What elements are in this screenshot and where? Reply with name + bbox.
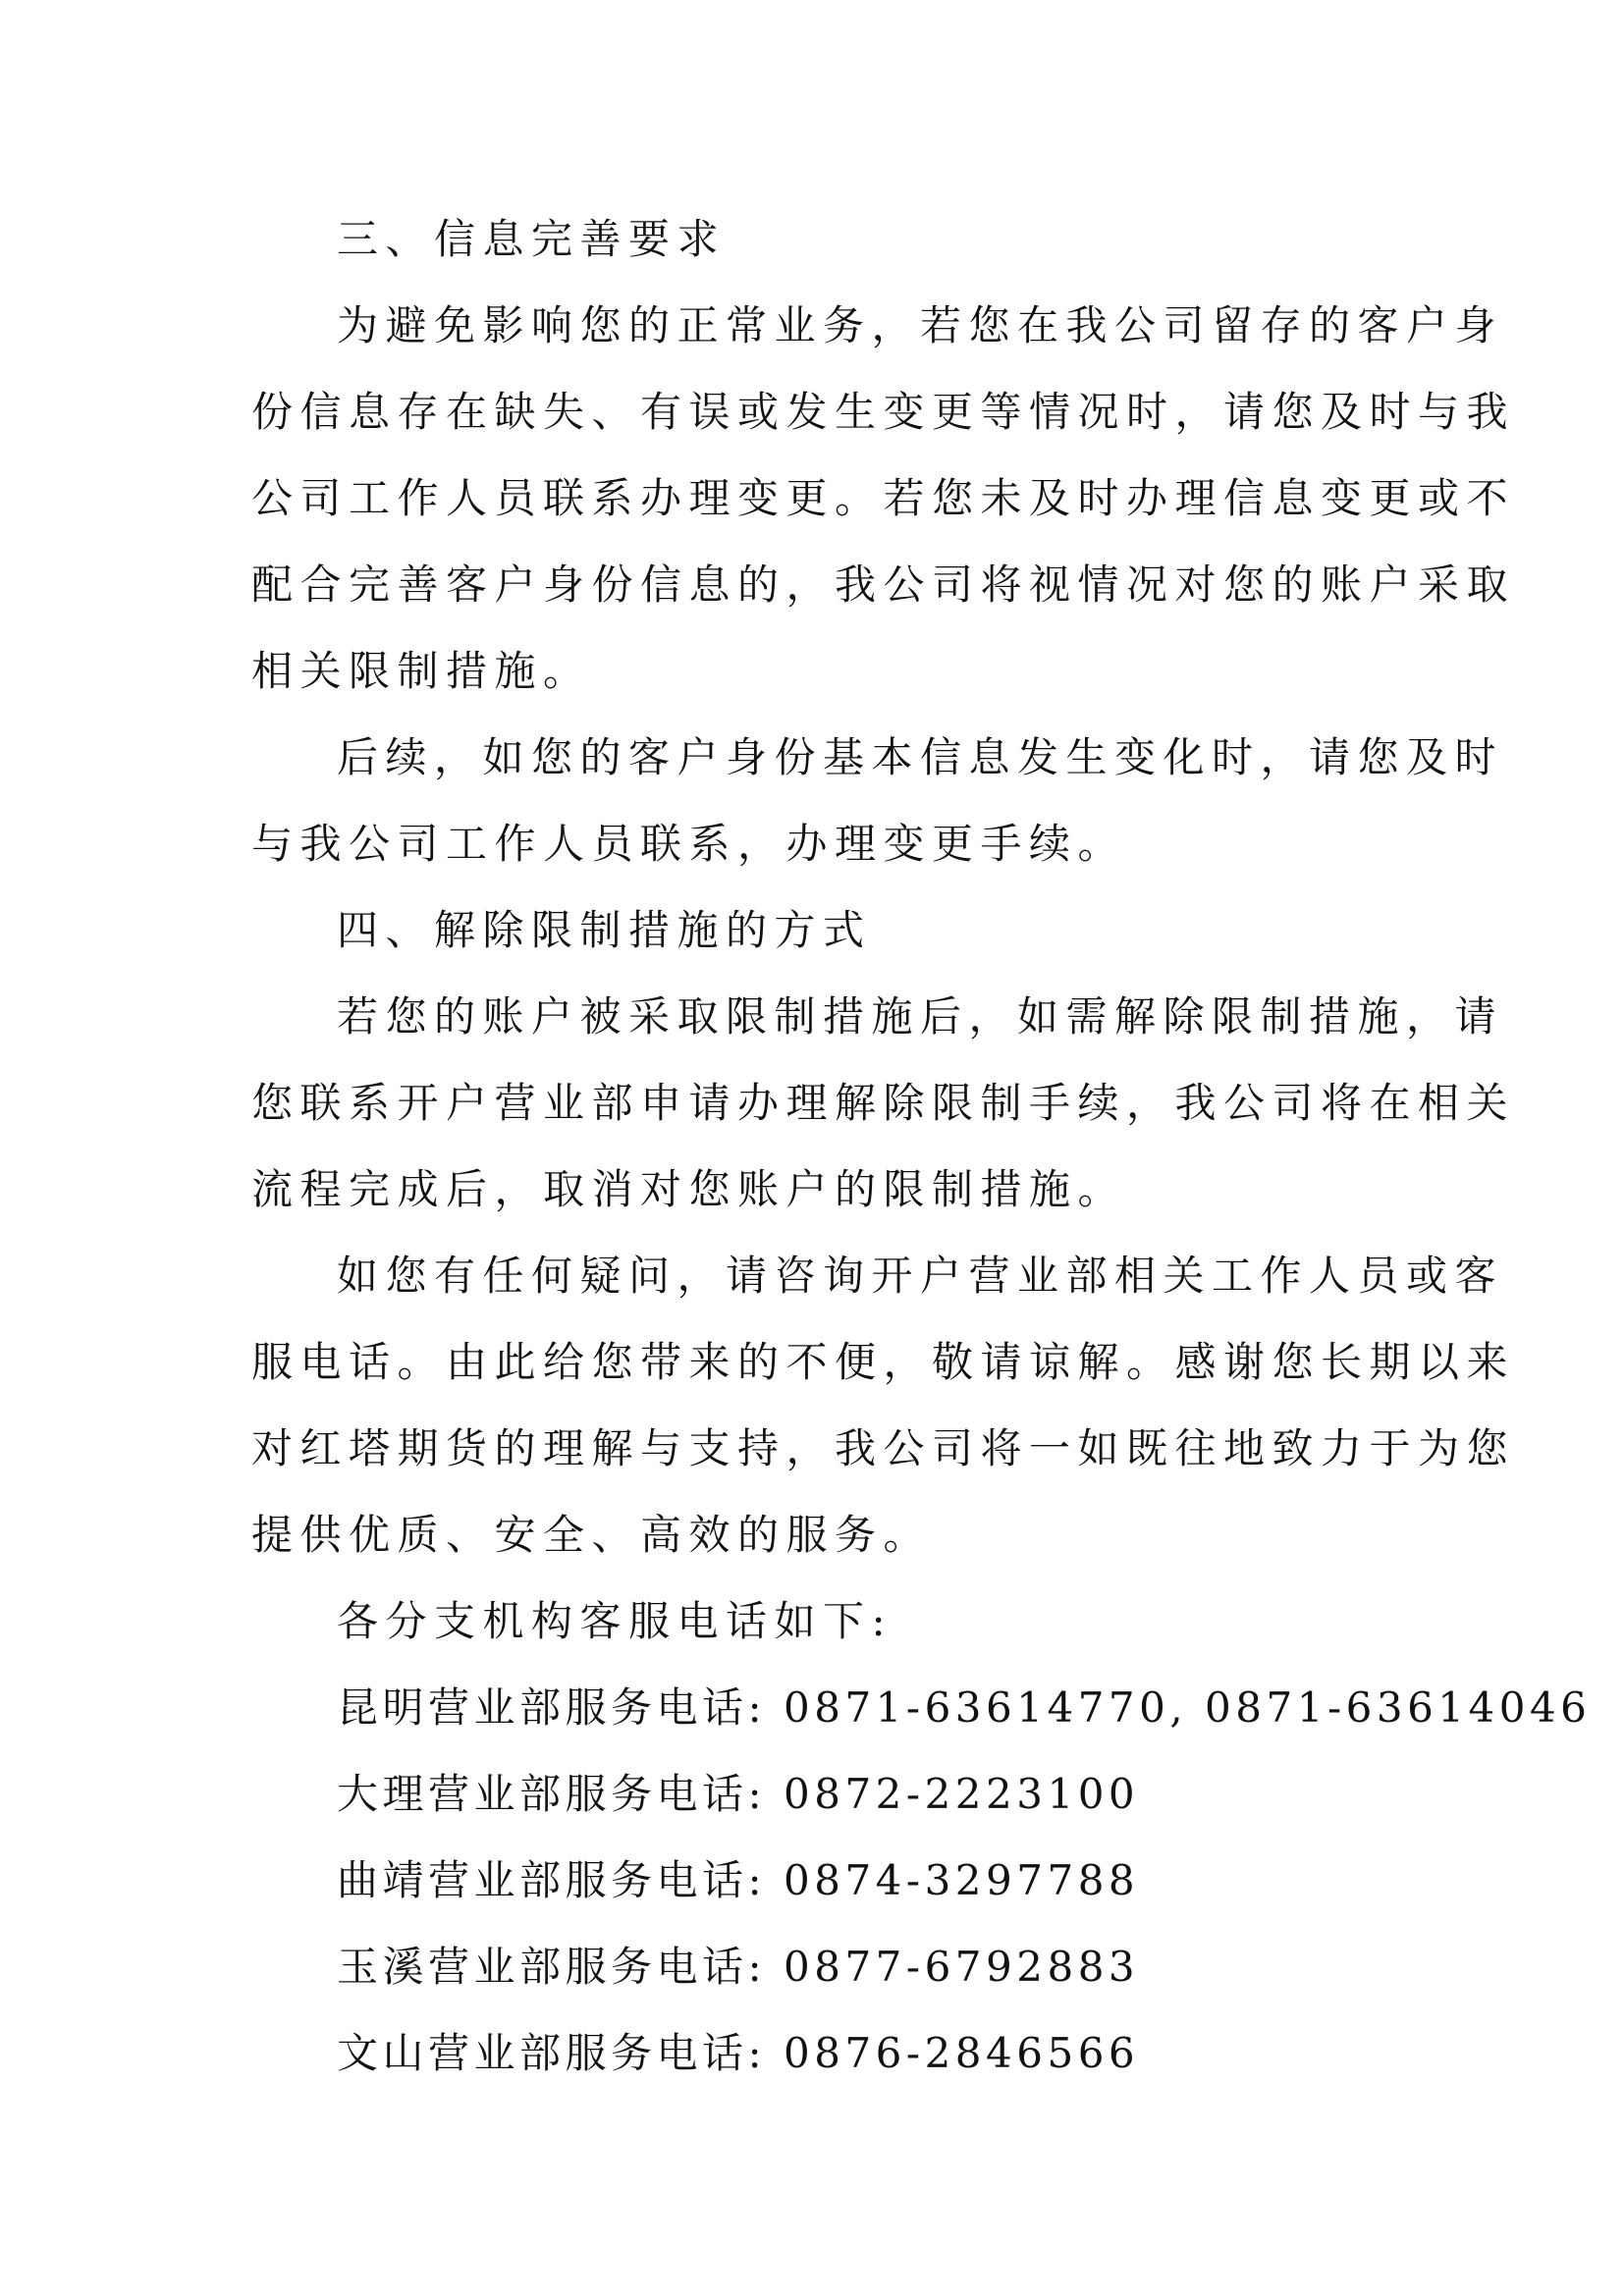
paragraph-line: 公司工作人员联系办理变更。若您未及时办理信息变更或不 <box>251 474 1516 522</box>
paragraph-line: 若您的账户被采取限制措施后，如需解除限制措施，请 <box>337 992 1504 1041</box>
paragraph-line: 提供优质、安全、高效的服务。 <box>251 1511 933 1559</box>
section-heading-info-requirements: 三、信息完善要求 <box>337 215 727 263</box>
paragraph-line: 与我公司工作人员联系，办理变更手续。 <box>251 820 1127 868</box>
contact-line-dali: 大理营业部服务电话: 0872-2223100 <box>337 1770 1140 1818</box>
contacts-intro: 各分支机构客服电话如下: <box>337 1597 893 1645</box>
paragraph-line: 相关限制措施。 <box>251 647 592 695</box>
paragraph-line: 对红塔期货的理解与支持，我公司将一如既往地致力于为您 <box>251 1424 1516 1472</box>
paragraph-line: 后续，如您的客户身份基本信息发生变化时，请您及时 <box>337 733 1504 781</box>
paragraph-line: 服电话。由此给您带来的不便，敬请谅解。感谢您长期以来 <box>251 1338 1516 1386</box>
paragraph-line: 份信息存在缺失、有误或发生变更等情况时，请您及时与我 <box>251 388 1516 436</box>
paragraph-line: 配合完善客户身份信息的，我公司将视情况对您的账户采取 <box>251 561 1516 609</box>
paragraph-line: 您联系开户营业部申请办理解除限制手续，我公司将在相关 <box>251 1079 1516 1127</box>
contact-line-kunming: 昆明营业部服务电话: 0871-63614770, 0871-63614046 <box>337 1683 1592 1732</box>
paragraph-line: 为避免影响您的正常业务，若您在我公司留存的客户身 <box>337 301 1504 349</box>
contact-line-qujing: 曲靖营业部服务电话: 0874-3297788 <box>337 1856 1140 1904</box>
paragraph-line: 如您有任何疑问，请咨询开户营业部相关工作人员或客 <box>337 1252 1504 1300</box>
paragraph-line: 流程完成后，取消对您账户的限制措施。 <box>251 1165 1127 1213</box>
section-heading-lift-restrictions: 四、解除限制措施的方式 <box>337 906 872 954</box>
contact-line-wenshan: 文山营业部服务电话: 0876-2846566 <box>337 2029 1140 2077</box>
contact-line-yuxi: 玉溪营业部服务电话: 0877-6792883 <box>337 1943 1140 1991</box>
